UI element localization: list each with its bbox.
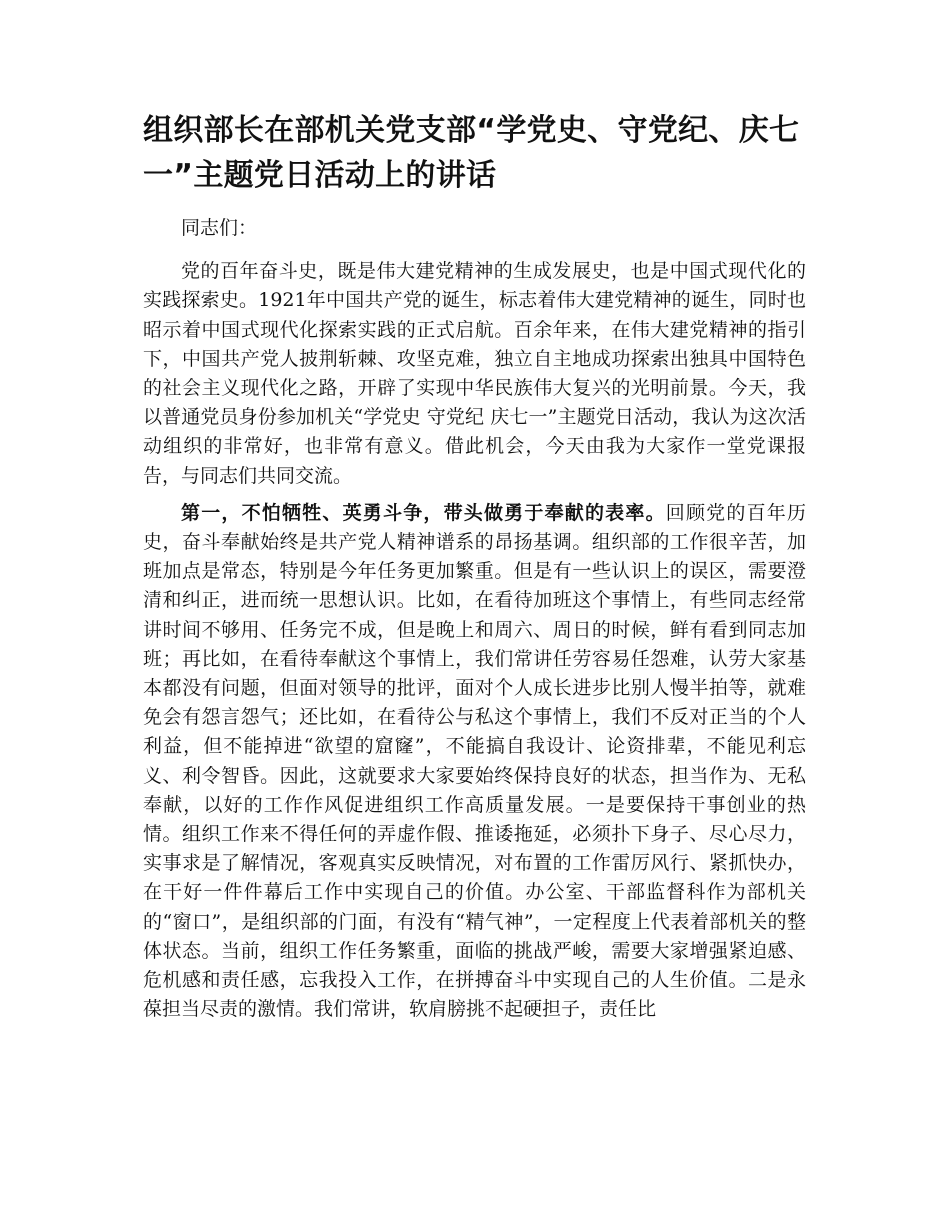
document-title: 组织部长在部机关党支部“学党史、守党纪、庆七一”主题党日活动上的讲话 — [143, 113, 800, 193]
document-page — [143, 108, 806, 1032]
paragraph-intro: 党的百年奋斗史，既是伟大建党精神的生成发展史，也是中国式现代化的实践探索史。1921年中国共产党的诞生，标志着伟大建党精神的诞生，同时也昭示着中国式现代化探索实践的正式启航。百余年来，在伟大建党精神的指引下，中国共产党人披荆斩棘、攻坚克难，独立自主地成功探索出独具中国特色的社会主义现代化之路，开辟了实现中华民族伟大复兴的光明前景。今天，我以普通党员身份参加机关“学党史 守党纪 庆七一”主题党日活动，我认为这次活动组织的非常好，也非常有意义。借此机会，今天由我为大家作一堂党课报告，与同志们共同交流。 — [143, 260, 806, 487]
salutation: 同志们： — [181, 217, 258, 239]
paragraph-lead-sentence: 第一，不怕牺牲、英勇斗争，带头做勇于奉献的表率。 — [181, 501, 666, 524]
paragraph-first-point — [143, 499, 806, 1025]
paragraph-body: 回顾党的百年历史，奋斗奉献始终是共产党人精神谱系的昂扬基调。组织部的工作很辛苦，加班加点是常态，特别是今年任务更加繁重。但是有一些认识上的误区，需要澄清和纠正，进而统一思想认识。比如，在看待加班这个事情上，有些同志经常讲时间不够用、任务完不成，但是晚上和周六、周日的时候，鲜有看到同志加班；再比如，在看待奉献这个事情上，我们常讲任劳容易任怨难，认劳大家基本都没有问题，但面对领导的批评，面对个人成长进步比别人慢半拍等，就难免会有怨言怨气；还比如，在看待公与私这个事情上，我们不反对正当的个人利益，但不能掉进“欲望的窟窿”，不能搞自我设计、论资排辈，不能见利忘义、利令智昏。因此，这就要求大家要始终保持良好的状态，担当作为、无私奉献，以好的工作作风促进组织工作高质量发展。一是要保持干事创业的热情。组织工作来不得任何的弄虚作假、推诿拖延，必须扑下身子、尽心尽力，实事求是了解情况，客观真实反映情况，对布置的工作雷厉风行、紧抓快办，在干好一件件幕后工作中实现自己的价值。办公室、干部监督科作为部机关的“窗口”，是组织部的门面，有没有“精气神”，一定程度上代表着部机关的整体状态。当前，组织工作任务繁重，面临的挑战严峻，需要大家增强紧迫感、危机感和责任感，忘我投入工作，在拼搏奋斗中实现自己的人生价值。二是永葆担当尽责的激情。我们常讲，软肩膀挑不起硬担子，责任比 — [143, 501, 806, 1021]
